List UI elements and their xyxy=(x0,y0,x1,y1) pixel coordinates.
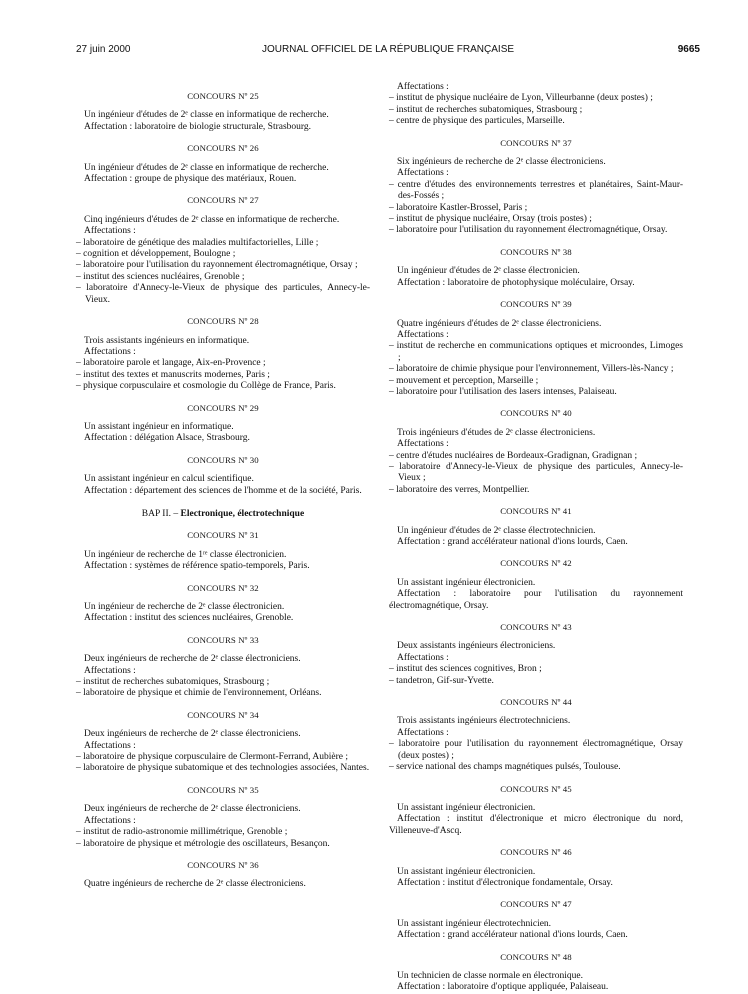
affectation-list-item: – laboratoire de chimie physique pour l'environnement, Villers-lès-Nancy ; xyxy=(389,364,674,375)
paragraph: Trois assistants ingénieurs électrotechniciens. xyxy=(397,716,571,727)
affectation-list-item: – institut de radio-astronomie millimétrique, Grenoble ; xyxy=(76,827,288,838)
paragraph: Un assistant ingénieur électronicien. xyxy=(397,577,536,588)
paragraph: Quatre ingénieurs de recherche de 2ᵉ classe électroniciens. xyxy=(84,879,306,890)
paragraph: Un assistant ingénieur électrotechnicien. xyxy=(397,918,552,929)
affectation-list-item: – institut de recherches subatomiques, Strasbourg ; xyxy=(389,104,583,115)
concours-heading: CONCOURS Nº 41 xyxy=(500,506,572,517)
affectation-list-item: – institut de physique nucléaire, Orsay (trois postes) ; xyxy=(389,214,592,225)
affectation-list-item: – mouvement et perception, Marseille ; xyxy=(389,375,539,386)
concours-heading: CONCOURS Nº 31 xyxy=(187,530,259,541)
paragraph: Un ingénieur de recherche de 2ᵉ classe électronicien. xyxy=(84,602,285,612)
affectation-list-item: – laboratoire de génétique des maladies multifactorielles, Lille ; xyxy=(76,237,319,248)
affectation-list-item: – laboratoire de physique et métrologie des oscillateurs, Besançon. xyxy=(76,838,330,849)
concours-heading: CONCOURS Nº 39 xyxy=(500,299,572,310)
affectation-list-item: – centre de physique des particules, Marseille. xyxy=(389,116,565,127)
concours-heading: CONCOURS Nº 35 xyxy=(187,784,259,795)
affectation-list-item: – centre d'études des environnements terrestres et planétaires, Saint-Maur-des-Fossés ; xyxy=(389,179,683,202)
affectation-list-item: – physique corpusculaire et cosmologie du Collège de France, Paris. xyxy=(76,381,336,392)
affectation-list-item: – institut de recherches subatomiques, Strasbourg ; xyxy=(76,677,270,688)
header-journal-title: JOURNAL OFFICIEL DE LA RÉPUBLIQUE FRANÇAISE xyxy=(261,44,515,55)
affectation-list-item: – laboratoire pour l'utilisation des lasers intenses, Palaiseau. xyxy=(389,386,617,397)
paragraph: Affectations : xyxy=(397,329,449,340)
affectation-list-item: – institut de recherche en communications optiques et microondes, Limoges ; xyxy=(389,341,683,363)
paragraph: Affectation : laboratoire de biologie structurale, Strasbourg. xyxy=(84,121,312,132)
paragraph: Affectation : laboratoire pour l'utilisation du rayonnement électromagnétique, Orsay. xyxy=(389,589,683,611)
affectation-list-item: – institut des sciences nucléaires, Grenoble ; xyxy=(76,271,245,282)
paragraph: Un assistant ingénieur électronicien. xyxy=(397,866,536,877)
concours-heading: CONCOURS Nº 42 xyxy=(500,558,572,569)
concours-heading: CONCOURS Nº 29 xyxy=(187,402,259,413)
affectation-list-item: – cognition et développement, Boulogne ; xyxy=(76,249,236,260)
affectation-list-item: – laboratoire d'Annecy-le-Vieux de physique des particules, Annecy-le-Vieux. xyxy=(76,283,370,305)
concours-heading: CONCOURS Nº 43 xyxy=(500,622,572,633)
affectation-list-item: – laboratoire de physique subatomique et des technologies associées, Nantes. xyxy=(76,763,370,774)
header-page-number: 9665 xyxy=(677,44,700,55)
paragraph: Affectations : xyxy=(84,346,136,357)
paragraph: Un ingénieur d'études de 2ᵉ classe en informatique de recherche. xyxy=(84,162,329,173)
paragraph: Affectation : laboratoire de photophysique moléculaire, Orsay. xyxy=(397,277,635,288)
affectation-list-item: – laboratoire d'Annecy-le-Vieux de physique des particules, Annecy-le-Vieux ; xyxy=(389,461,683,484)
concours-heading: CONCOURS Nº 48 xyxy=(500,951,572,962)
concours-heading: CONCOURS Nº 47 xyxy=(500,899,572,910)
concours-heading: CONCOURS Nº 36 xyxy=(187,859,259,870)
paragraph: Affectation : grand accélérateur national d'ions lourds, Caen. xyxy=(397,930,628,941)
paragraph: Affectation : institut d'électronique fondamentale, Orsay. xyxy=(397,877,613,888)
concours-heading: CONCOURS Nº 34 xyxy=(187,709,259,720)
section-heading xyxy=(76,509,370,520)
section-heading-prefix: BAP II. – xyxy=(141,508,181,519)
concours-heading: CONCOURS Nº 28 xyxy=(187,316,259,327)
affectation-list-item: – laboratoire de physique corpusculaire de Clermont-Ferrand, Aubière ; xyxy=(76,752,348,763)
affectation-list-item: – laboratoire pour l'utilisation du rayonnement électromagnétique, Orsay ; xyxy=(76,260,358,271)
paragraph: Un ingénieur d'études de 2ᵉ classe en informatique de recherche. xyxy=(84,110,329,121)
right-column xyxy=(389,82,683,994)
paragraph: Affectation : grand accélérateur national d'ions lourds, Caen. xyxy=(397,537,628,547)
paragraph: Affectations : xyxy=(397,727,449,738)
paragraph: Affectation : institut d'électronique et micro électronique du nord, Villeneuve-d'Ascq. xyxy=(389,814,683,836)
paragraph: Un ingénieur de recherche de 1ʳᵉ classe électronicien. xyxy=(84,549,287,560)
paragraph: Quatre ingénieurs d'études de 2ᵉ classe électroniciens. xyxy=(397,318,602,329)
paragraph: Six ingénieurs de recherche de 2ᵉ classe électroniciens. xyxy=(397,157,606,168)
affectation-list-item: – laboratoire parole et langage, Aix-en-Provence ; xyxy=(76,358,266,369)
concours-heading: CONCOURS Nº 44 xyxy=(500,697,572,708)
paragraph: Affectation : délégation Alsace, Strasbourg. xyxy=(84,433,250,444)
affectation-list-item: – centre d'études nucléaires de Bordeaux-Gradignan, Gradignan ; xyxy=(389,450,638,461)
paragraph: Un ingénieur d'études de 2ᵉ classe électronicien. xyxy=(397,266,580,277)
paragraph: Affectation : systèmes de référence spatio-temporels, Paris. xyxy=(84,561,310,572)
paragraph: Trois assistants ingénieurs en informatique. xyxy=(84,335,250,346)
paragraph: Un technicien de classe normale en électronique. xyxy=(397,970,583,981)
concours-heading: CONCOURS Nº 26 xyxy=(187,143,259,154)
paragraph: Affectations : xyxy=(84,226,136,237)
affectation-list-item: – institut de physique nucléaire de Lyon, Villeurbanne (deux postes) ; xyxy=(389,93,653,104)
affectation-list-item: – institut des textes et manuscrits modernes, Paris ; xyxy=(76,369,270,380)
concours-heading: CONCOURS Nº 37 xyxy=(500,137,572,148)
paragraph: Affectation : département des sciences de l'homme et de la société, Paris. xyxy=(84,485,362,496)
concours-heading: CONCOURS Nº 33 xyxy=(187,634,259,645)
affectation-list-item: – laboratoire des verres, Montpellier. xyxy=(389,484,530,495)
paragraph: Deux ingénieurs de recherche de 2ᵉ classe électroniciens. xyxy=(84,804,301,815)
concours-heading: CONCOURS Nº 27 xyxy=(187,195,259,206)
paragraph: Affectations : xyxy=(397,82,449,92)
concours-heading: CONCOURS Nº 45 xyxy=(500,783,572,794)
concours-heading: CONCOURS Nº 32 xyxy=(187,582,259,593)
header-date: 27 juin 2000 xyxy=(76,44,131,55)
paragraph: Affectations : xyxy=(397,652,449,663)
paragraph: Affectation : laboratoire d'optique appliquée, Palaiseau. xyxy=(397,982,609,993)
paragraph: Un assistant ingénieur en calcul scientifique. xyxy=(84,474,254,485)
concours-heading: CONCOURS Nº 30 xyxy=(187,454,259,465)
paragraph: Affectations : xyxy=(84,665,136,676)
paragraph: Deux assistants ingénieurs électroniciens. xyxy=(397,641,556,652)
paragraph: Trois ingénieurs d'études de 2ᵉ classe électroniciens. xyxy=(397,427,596,438)
concours-heading: CONCOURS Nº 25 xyxy=(187,91,259,101)
paragraph: Affectations : xyxy=(397,439,449,450)
affectation-list-item: – service national des champs magnétiques pulsés, Toulouse. xyxy=(389,762,621,773)
paragraph: Affectations : xyxy=(397,168,449,179)
affectation-list-item: – laboratoire pour l'utilisation du rayonnement électromagnétique, Orsay (deux postes) ; xyxy=(389,739,683,761)
left-column xyxy=(76,82,370,891)
page-header xyxy=(76,44,700,58)
concours-heading: CONCOURS Nº 46 xyxy=(500,847,572,858)
paragraph: Deux ingénieurs de recherche de 2ᵉ classe électroniciens. xyxy=(84,729,301,740)
paragraph: Deux ingénieurs de recherche de 2ᵉ classe électroniciens. xyxy=(84,654,301,665)
affectation-list-item: – laboratoire de physique et chimie de l'environnement, Orléans. xyxy=(76,688,322,699)
affectation-list-item: – laboratoire Kastler-Brossel, Paris ; xyxy=(389,202,528,213)
concours-heading: CONCOURS Nº 38 xyxy=(500,246,572,257)
concours-heading: CONCOURS Nº 40 xyxy=(500,408,572,419)
affectation-list-item: – laboratoire pour l'utilisation du rayonnement électromagnétique, Orsay. xyxy=(389,225,668,236)
paragraph: Un assistant ingénieur en informatique. xyxy=(84,421,234,432)
affectation-list-item: – institut des sciences cognitives, Bron ; xyxy=(389,664,542,675)
paragraph: Affectations : xyxy=(84,815,136,826)
paragraph: Cinq ingénieurs d'études de 2ᵉ classe en informatique de recherche. xyxy=(84,214,340,225)
paragraph: Affectations : xyxy=(84,740,136,751)
section-heading-title: Electronique, électrotechnique xyxy=(180,508,305,519)
paragraph: Un ingénieur d'études de 2ᵉ classe électrotechnicien. xyxy=(397,525,596,536)
paragraph: Affectation : institut des sciences nucléaires, Grenoble. xyxy=(84,613,294,624)
paragraph: Un assistant ingénieur électronicien. xyxy=(397,802,536,813)
paragraph: Affectation : groupe de physique des matériaux, Rouen. xyxy=(84,174,297,185)
affectation-list-item: – tandetron, Gif-sur-Yvette. xyxy=(389,675,494,686)
